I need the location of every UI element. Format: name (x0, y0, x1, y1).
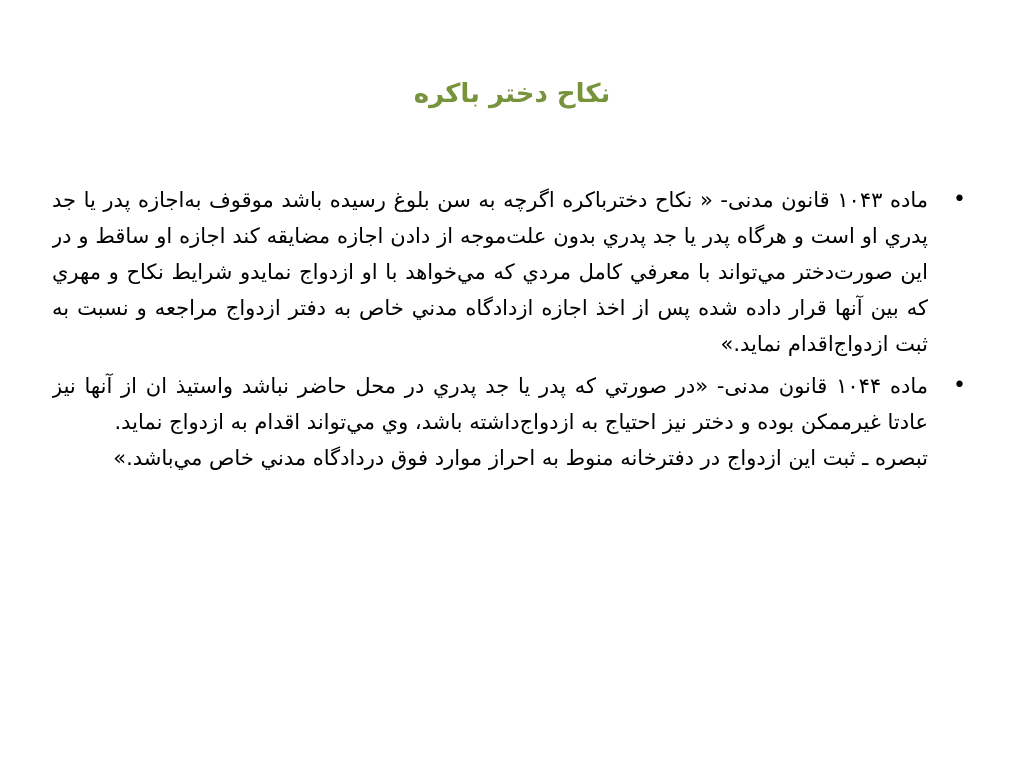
bullet-item (52, 182, 972, 362)
bullet-item (52, 368, 972, 476)
article-1044-text: ماده ۱۰۴۴ قانون مدنی- «در صورتي كه پدر يا جد پدري در محل حاضر نباشد واستيذ ان از آنها نيز عادتا غيرممكن بوده و دختر نيز احتياج به ازدواج‌داشته باشد، وي مي‌تواند اقدام به ازدواج نمايد. (52, 374, 928, 434)
note-text: تبصره ـ ثبت اين ازدواج در دفترخانه منوط به احراز موارد فوق دردادگاه مدني خاص مي‌باشد.» (113, 446, 928, 470)
bullet-text (52, 368, 928, 476)
article-1043-text: ماده ۱۰۴۳ قانون مدنی- « نکاح دخترباکره اگرچه به سن بلوغ رسيده باشد موقوف به‌اجازه پدر يا جد پدري او است و هرگاه پدر يا جد پدري بدون علت‌موجه از دادن اجازه مضايقه كند اجازه او ساقط و در اين صورت‌دختر مي‌تواند با معرفي كامل مردي كه مي‌خواهد با او ازدواج نمايدو شرايط نكاح و مهري كه بين آنها قرار داده شده پس از اخذ اجازه ازدادگاه مدني خاص به دفتر ازدواج مراجعه و نسبت به ثبت ازدواج‌اقدام نمايد.» (52, 188, 928, 356)
bullet-dot-icon: • (953, 187, 966, 212)
bullet-text (52, 182, 928, 362)
bullet-dot-icon: • (953, 373, 966, 398)
slide-content (52, 182, 972, 662)
slide-title: نكاح دختر باكره (413, 79, 611, 109)
